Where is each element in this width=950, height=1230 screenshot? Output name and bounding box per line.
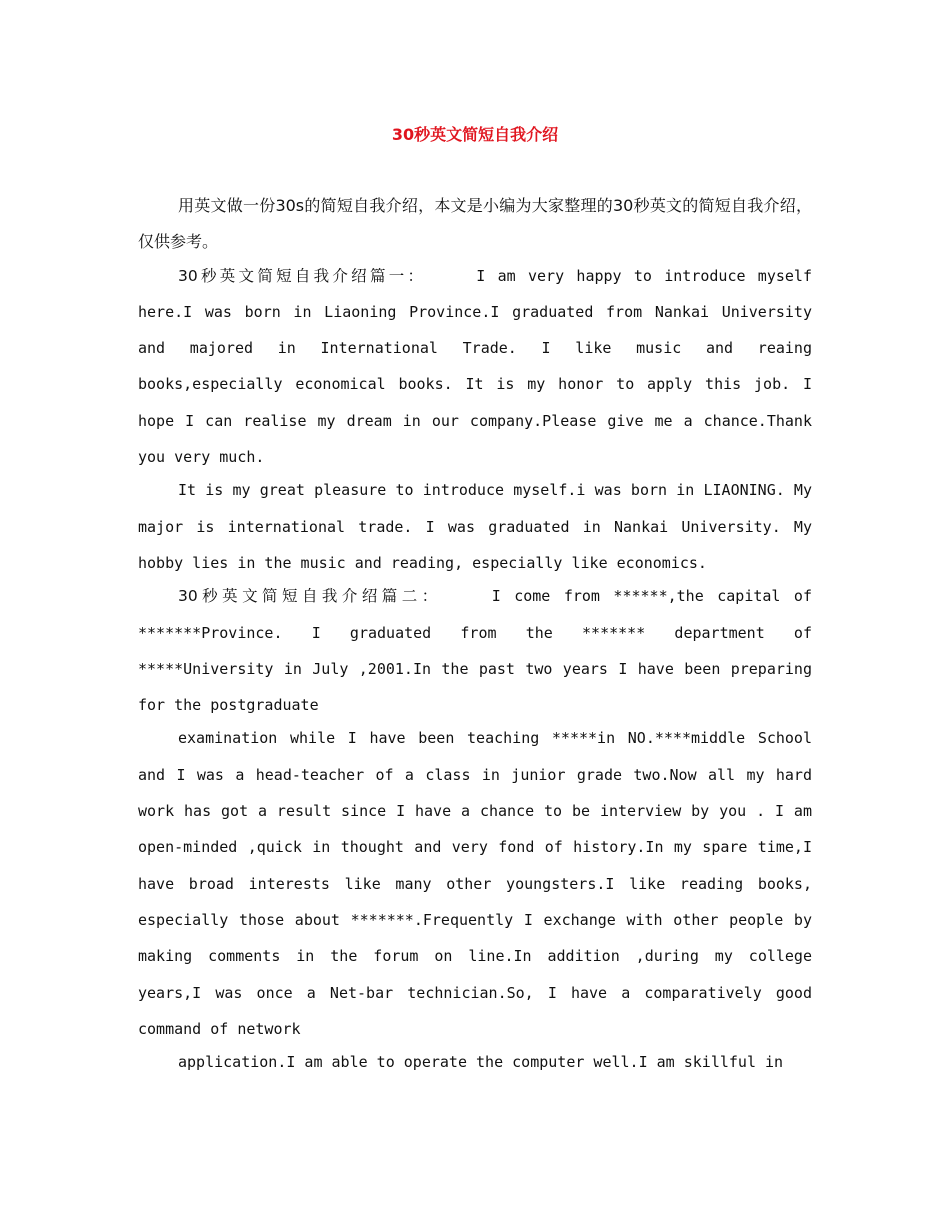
section1-paragraph — [138, 258, 812, 476]
paragraph-5: application.I am able to operate the computer well.I am skillful in — [178, 1053, 784, 1072]
intro-paragraph: 用英文做一份30s的简短自我介绍，本文是小编为大家整理的30秒英文的简短自我介绍，仅供参考。 — [138, 196, 812, 252]
paragraph-2: It is my great pleasure to introduce myself.i was born in LIAONING. My major is international trade. I was graduated in Nankai University. My hobby lies in the music and reading, especially like economics. — [138, 481, 812, 572]
section2-heading: 30秒英文简短自我介绍篇二： — [178, 587, 442, 606]
section2-paragraph — [138, 578, 812, 723]
document-title: 30秒英文简短自我介绍 — [391, 125, 559, 144]
document-body — [138, 188, 812, 1077]
section1-heading: 30秒英文简短自我介绍篇一： — [178, 266, 427, 285]
paragraph-4: examination while I have been teaching *****in NO.****middle School and I was a head-teacher of a class in junior grade two.Now all my hard work has got a result since I have a chance to be interview by you . I am open-minded ,quick in thought and very fond of history.In my spare time,I have broad interests like many other youngsters.I like reading books, especially those about *******.Frequently I exchange with other people by making comments in the forum on line.In addition ,during my college years,I was once a Net-bar technician.So, I have a comparatively good command of network — [138, 729, 812, 1038]
section2-text: I come from ******,the capital of *******Province. I graduated from the ******* department of *****University in July ,2001.In the past two years I have been preparing for the postgraduate — [138, 587, 812, 715]
section1-text: I am very happy to introduce myself here.I was born in Liaoning Province.I graduated from Nankai University and majored in International Trade. I like music and reaing books,especially economical books. It is my honor to apply this job. I hope I can realise my dream in our company.Please give me a chance.Thank you very much. — [138, 266, 812, 467]
